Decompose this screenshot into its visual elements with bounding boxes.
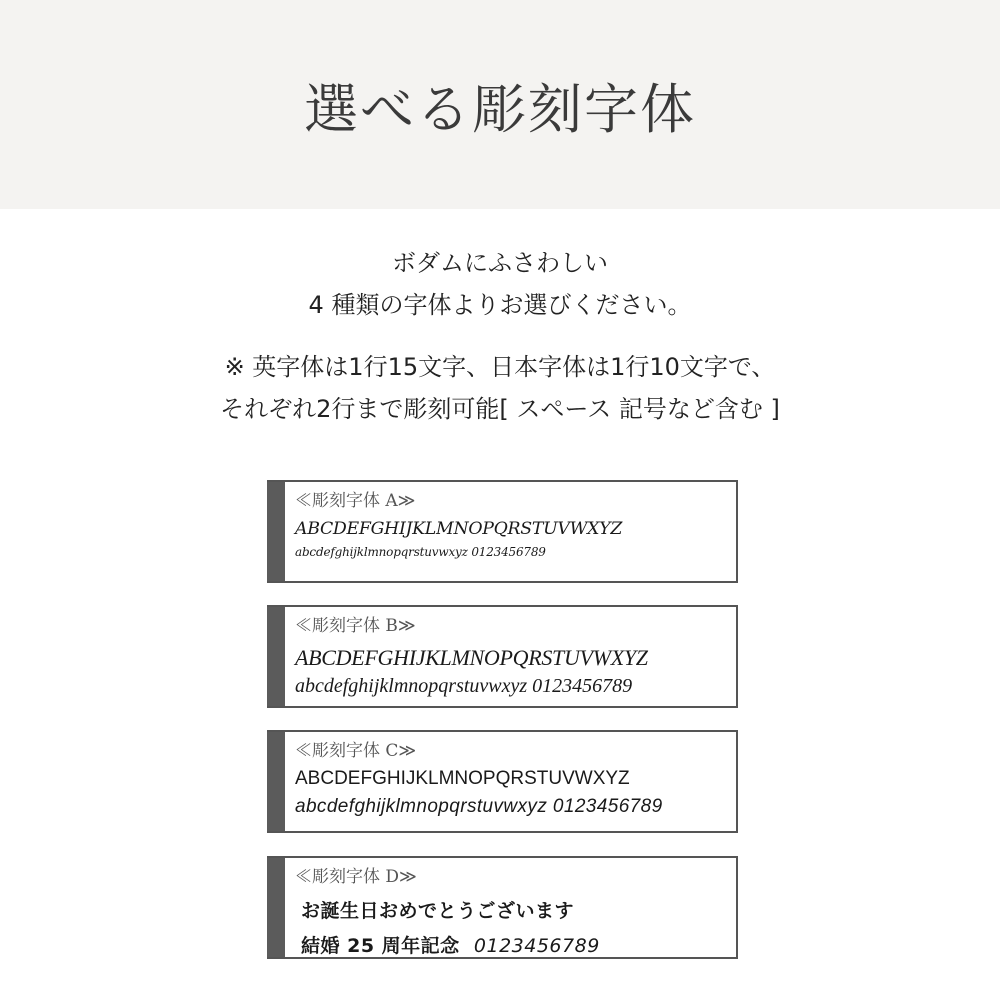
note-line-1: ※ 英字体は1行15文字、日本字体は1行10文字で、	[224, 353, 776, 381]
font-card-b	[267, 605, 738, 708]
font-sample-uppercase: ABCDEFGHIJKLMNOPQRSTUVWXYZ	[295, 645, 648, 670]
card-accent-bar	[267, 732, 285, 831]
font-sample-japanese: お誕生日おめでとうございます	[301, 900, 575, 922]
note-line-2: それぞれ2行まで彫刻可能[ スペース 記号など含む ]	[220, 395, 780, 423]
font-sample-lowercase: abcdefghijklmnopqrstuvwxyz 0123456789	[295, 675, 633, 697]
intro-line-1: ボダムにふさわしい	[392, 249, 608, 277]
font-sample-digits: 0123456789	[473, 935, 600, 957]
font-label: ≪彫刻字体 C≫	[295, 741, 417, 761]
card-accent-bar	[267, 858, 285, 957]
intro-text	[0, 242, 1000, 326]
font-label: ≪彫刻字体 D≫	[295, 867, 417, 887]
font-sample-uppercase: ABCDEFGHIJKLMNOPQRSTUVWXYZ	[295, 768, 630, 789]
font-sample-lowercase: abcdefghijklmnopqrstuvwxyz 0123456789	[295, 545, 546, 559]
font-card-a	[267, 480, 738, 583]
font-label: ≪彫刻字体 A≫	[295, 491, 416, 511]
page-title: 選べる彫刻字体	[304, 78, 696, 141]
font-card-c	[267, 730, 738, 833]
header-band	[0, 0, 1000, 209]
card-accent-bar	[267, 482, 285, 581]
card-accent-bar	[267, 607, 285, 706]
font-sample-text: 結婚 25 周年記念	[301, 935, 460, 957]
font-sample-uppercase: ABCDEFGHIJKLMNOPQRSTUVWXYZ	[295, 519, 623, 539]
intro-line-2: 4 種類の字体よりお選びください。	[308, 291, 692, 319]
font-sample-lowercase: abcdefghijklmnopqrstuvwxyz 0123456789	[295, 796, 663, 817]
engraving-note	[0, 346, 1000, 430]
font-sample-japanese-numbers	[295, 931, 736, 957]
font-card-d	[267, 856, 738, 959]
font-label: ≪彫刻字体 B≫	[295, 616, 416, 636]
